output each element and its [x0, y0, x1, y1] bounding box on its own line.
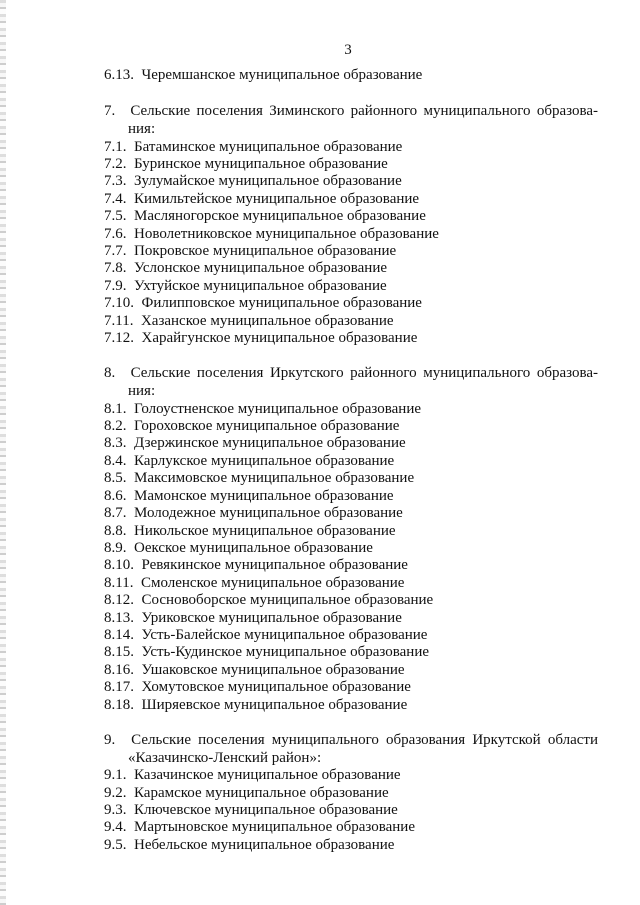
- item-number: 8.6.: [104, 487, 127, 504]
- item-number: 7.12.: [104, 330, 134, 347]
- item-text: Уриковское муниципальное образование: [141, 609, 402, 626]
- item-text: Дзержинское муниципальное образование: [134, 435, 406, 452]
- item-number: 7.6.: [104, 225, 127, 242]
- list-item: [104, 697, 598, 714]
- item-number: 9.3.: [104, 801, 127, 818]
- item-text: Гороховское муниципальное образование: [134, 418, 400, 435]
- item-number: 9.4.: [104, 819, 127, 836]
- list-item-6-13: [104, 67, 598, 84]
- item-text: Филипповское муниципальное образование: [141, 295, 422, 312]
- list-item: [104, 505, 598, 522]
- item-number: 8.12.: [104, 592, 134, 609]
- list-item: [104, 767, 598, 784]
- item-text: Оекское муниципальное образование: [134, 539, 373, 556]
- list-item: [104, 226, 598, 243]
- item-text: Буринское муниципальное образование: [134, 156, 388, 172]
- section-number: 9.: [104, 731, 116, 748]
- item-text: Никольское муниципальное образование: [134, 522, 396, 539]
- list-item: [104, 453, 598, 470]
- list-item: [104, 540, 598, 557]
- item-number: 8.9.: [104, 539, 127, 556]
- item-text: Максимовское муниципальное образование: [134, 470, 415, 487]
- item-text: Покровское муниципальное образование: [134, 243, 397, 260]
- item-text: Ключевское муниципальное образование: [134, 801, 398, 818]
- document-body: [104, 67, 598, 854]
- item-text: Усть-Кудинское муниципальное образование: [141, 644, 430, 661]
- list-item: [104, 191, 598, 208]
- section-list-7: [104, 139, 598, 348]
- item-text: Харайгунское муниципальное образование: [141, 330, 418, 347]
- item-text: Услонское муниципальное образование: [134, 260, 388, 277]
- list-item: [104, 313, 598, 330]
- list-item: [104, 435, 598, 452]
- section-heading-line1: Сельские поселения Иркутского районного муниципального образова-: [130, 365, 598, 382]
- item-text: Ревякинское муниципальное образование: [141, 557, 408, 574]
- list-item: [104, 401, 598, 418]
- item-text: Ушаковское муниципальное образование: [141, 661, 405, 678]
- section-number: 8.: [104, 365, 116, 382]
- item-text: Небельское муниципальное образование: [134, 836, 395, 853]
- item-number: 9.2.: [104, 784, 127, 801]
- page-number: 3: [344, 42, 352, 58]
- list-item: [104, 610, 598, 627]
- item-text: Зулумайское муниципальное образование: [134, 173, 402, 190]
- item-text: Батаминское муниципальное образование: [134, 138, 403, 155]
- item-number: 8.1.: [104, 400, 127, 417]
- section-heading-line1: Сельские поселения муниципального образования Иркутской области: [131, 731, 598, 748]
- item-text: Ухтуйское муниципальное образование: [134, 277, 387, 294]
- section-heading-9-cont: «Казачинско-Ленский район»:: [128, 749, 322, 766]
- item-text: Казачинское муниципальное образование: [134, 767, 401, 784]
- item-text: Ширяевское муниципальное образование: [141, 696, 408, 713]
- list-item: [104, 260, 598, 277]
- list-item: [104, 557, 598, 574]
- item-text: Мартыновское муниципальное образование: [134, 819, 415, 836]
- item-number: 8.5.: [104, 470, 127, 487]
- item-number: 8.3.: [104, 435, 127, 452]
- item-number: 8.8.: [104, 522, 127, 539]
- list-item: [104, 156, 598, 173]
- list-item: [104, 627, 598, 644]
- item-number: 7.3.: [104, 173, 127, 190]
- list-item: [104, 819, 598, 836]
- item-text: Смоленское муниципальное образование: [140, 574, 405, 591]
- section-heading-line1: Сельские поселения Зиминского районного муниципального образова-: [130, 103, 599, 120]
- list-item: [104, 488, 598, 505]
- item-number: 8.10.: [104, 557, 134, 574]
- item-text: Усть-Балейское муниципальное образование: [141, 626, 428, 643]
- item-number: 8.16.: [104, 661, 134, 678]
- list-item: [104, 243, 598, 260]
- item-text: Черемшанское муниципальное образование: [141, 67, 423, 83]
- item-number: 8.7.: [104, 505, 127, 522]
- item-number: 8.14.: [104, 626, 134, 643]
- item-number: 7.2.: [104, 156, 127, 172]
- item-number: 7.10.: [104, 295, 134, 312]
- item-text: Мамонское муниципальное образование: [134, 487, 394, 504]
- item-number: 8.17.: [104, 679, 134, 696]
- list-item: [104, 330, 598, 347]
- item-text: Хазанское муниципальное образование: [140, 312, 394, 329]
- item-number: 8.18.: [104, 696, 134, 713]
- list-item: [104, 173, 598, 190]
- item-number: 7.9.: [104, 277, 127, 294]
- item-text: Сосновоборское муниципальное образование: [141, 592, 434, 609]
- section-heading-7-cont: ния:: [128, 121, 156, 137]
- item-number: 7.7.: [104, 243, 127, 260]
- item-number: 8.13.: [104, 609, 134, 626]
- list-item: [104, 785, 598, 802]
- item-number: 7.4.: [104, 190, 127, 207]
- section-heading-7: [104, 103, 598, 121]
- list-item: [104, 523, 598, 540]
- list-item: [104, 592, 598, 609]
- item-text: Масляногорское муниципальное образование: [134, 208, 426, 225]
- section-list-9: [104, 767, 598, 854]
- item-number: 8.2.: [104, 418, 127, 435]
- section-number: 7.: [104, 103, 116, 120]
- item-number: 8.15.: [104, 644, 134, 661]
- item-text: Молодежное муниципальное образование: [134, 505, 403, 522]
- list-item: [104, 837, 598, 854]
- item-number: 7.8.: [104, 260, 127, 277]
- item-text: Хомутовское муниципальное образование: [141, 679, 411, 696]
- list-item: [104, 418, 598, 435]
- item-number: 8.11.: [104, 574, 134, 591]
- item-number: 7.5.: [104, 208, 127, 225]
- section-list-8: [104, 401, 598, 714]
- list-item: [104, 575, 598, 592]
- section-heading-9: [104, 732, 598, 750]
- list-item: [104, 644, 598, 661]
- list-item: [104, 662, 598, 679]
- list-item: [104, 470, 598, 487]
- item-number: 6.13.: [104, 67, 134, 83]
- item-number: 7.1.: [104, 138, 127, 155]
- item-number: 7.11.: [104, 312, 134, 329]
- item-text: Кимильтейское муниципальное образование: [134, 190, 420, 207]
- list-item: [104, 802, 598, 819]
- item-text: Карамское муниципальное образование: [134, 784, 389, 801]
- list-item: [104, 295, 598, 312]
- list-item: [104, 278, 598, 295]
- item-number: 9.1.: [104, 767, 127, 784]
- item-number: 8.4.: [104, 452, 127, 469]
- item-number: 9.5.: [104, 836, 127, 853]
- item-text: Голоустненское муниципальное образование: [134, 400, 422, 417]
- list-item: [104, 139, 598, 156]
- list-item: [104, 208, 598, 225]
- item-text: Карлукское муниципальное образование: [134, 452, 395, 469]
- scan-edge: [0, 0, 6, 905]
- section-heading-8-cont: ния:: [128, 383, 156, 400]
- item-text: Новолетниковское муниципальное образование: [134, 225, 439, 242]
- section-heading-8: [104, 365, 598, 383]
- list-item: [104, 679, 598, 696]
